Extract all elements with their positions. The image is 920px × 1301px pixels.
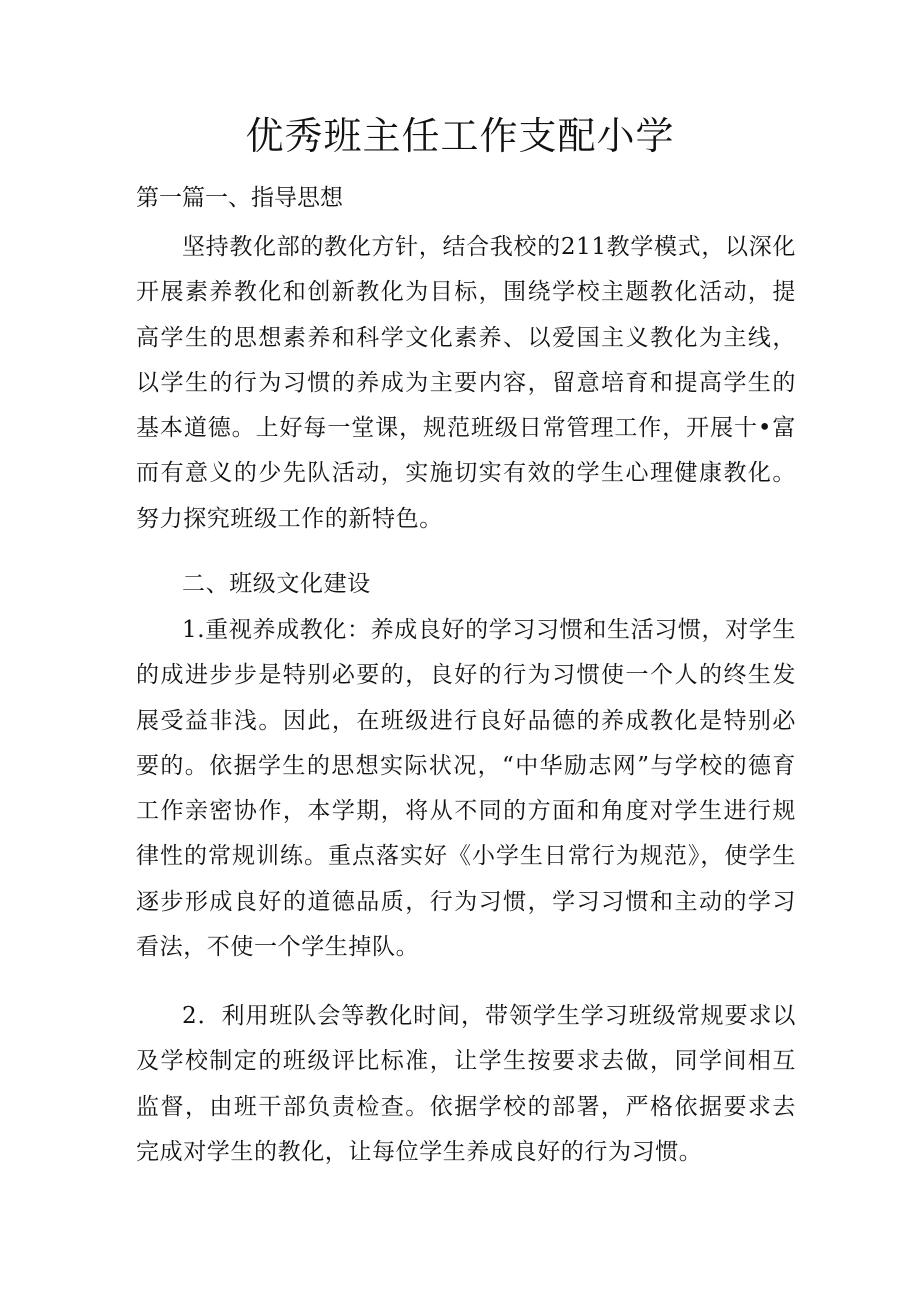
document-title: 优秀班主任工作支配小学: [245, 114, 675, 158]
paragraph-habit-education: 1.重视养成教化：养成良好的学习习惯和生活习惯，对学生的成进步步是特别必要的，良好的行为习惯使一个人的终生发展受益非浅。因此，在班级进行良好品德的养成教化是特别必要的。依据学生的思想实际状况，“中华励志网”与学校的德育工作亲密协作，本学期，将从不同的方面和角度对学生进行规律性的常规训练。重点落实好《小学生日常行为规范》，使学生逐步形成良好的道德品质，行为习惯，学习习惯和主动的学习看法，不使一个学生掉队。: [136, 617, 796, 961]
paragraph-class-meeting: 2．利用班队会等教化时间，带领学生学习班级常规要求以及学校制定的班级评比标准，让学生按要求去做，同学间相互监督，由班干部负责检查。依据学校的部署，严格依据要求去完成对学生的教化，让每位学生养成良好的行为习惯。: [136, 1003, 796, 1165]
paragraph-guiding-thought: 坚持教化部的教化方针，结合我校的211教学模式，以深化开展素养教化和创新教化为目标，围绕学校主题教化活动，提高学生的思想素养和科学文化素养、以爱国主义教化为主线，以学生的行为习惯的养成为主要内容，留意培育和提高学生的基本道德。上好每一堂课，规范班级日常管理工作，开展十•富而有意义的少先队活动，实施切实有效的学生心理健康教化。努力探究班级工作的新特色。: [136, 234, 796, 532]
section-heading-guiding-thought: 第一篇一、指导思想: [136, 185, 343, 211]
section-heading-class-culture: 二、班级文化建设: [182, 571, 371, 597]
